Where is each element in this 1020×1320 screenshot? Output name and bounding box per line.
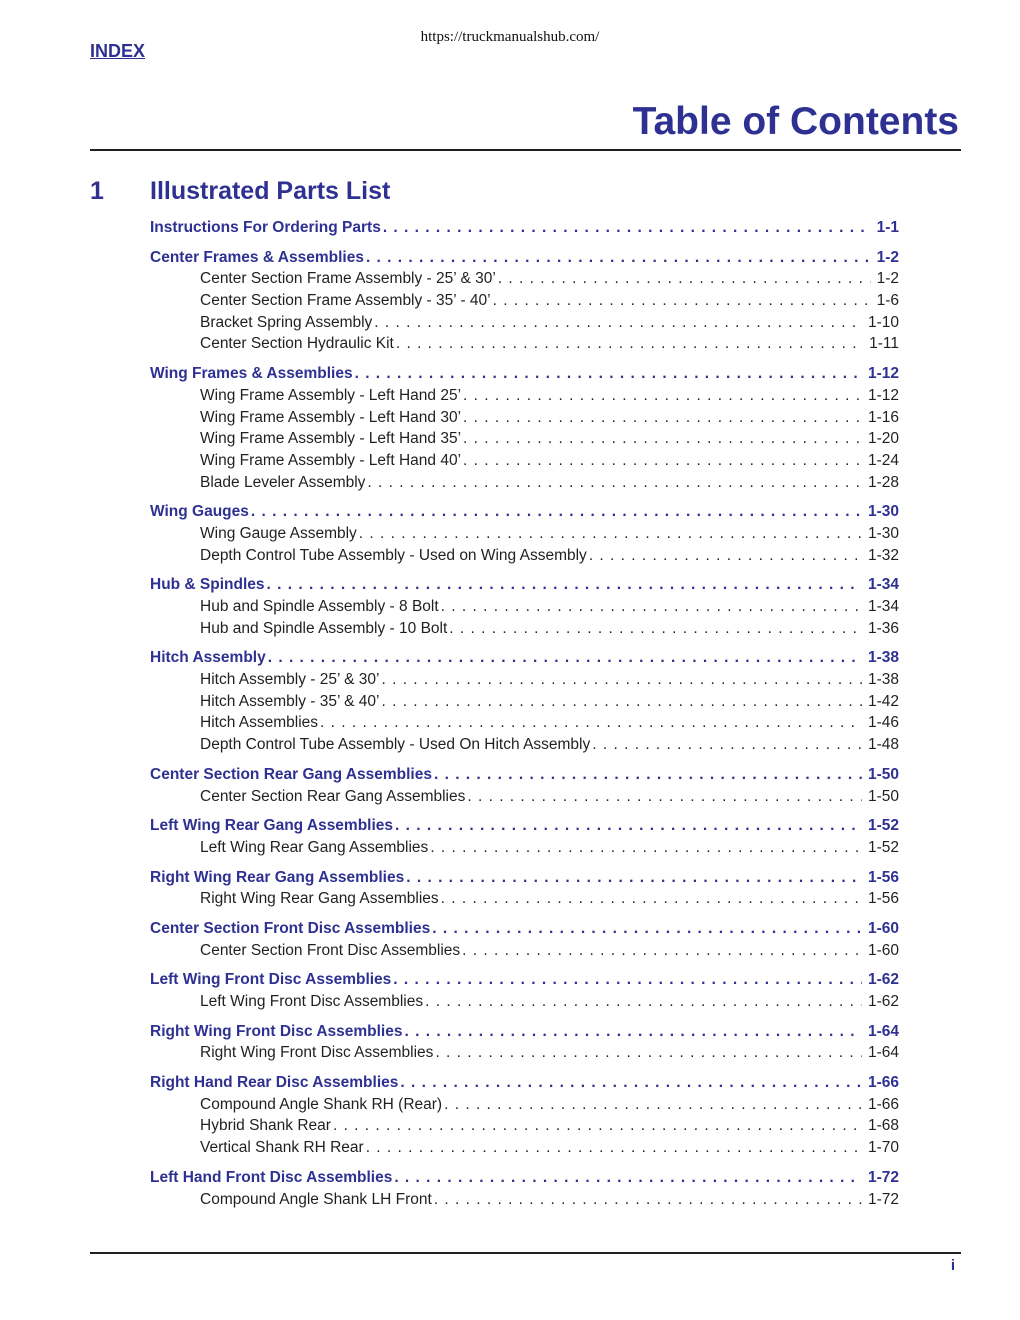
toc-subentry-page: 1-70 xyxy=(867,1139,899,1157)
toc-group xyxy=(150,764,899,807)
toc-subentry[interactable] xyxy=(150,523,899,545)
toc-subentry-page: 1-34 xyxy=(867,598,899,615)
toc-entry-title: Center Section Rear Gang Assemblies xyxy=(150,765,432,783)
toc-entry[interactable] xyxy=(150,217,899,239)
toc-subentry-title: Compound Angle Shank RH (Rear) xyxy=(200,1095,443,1113)
toc-entry-page: 1-62 xyxy=(867,971,899,989)
toc-subentry-page: 1-11 xyxy=(869,335,899,353)
toc-subentry[interactable] xyxy=(150,312,899,334)
dot-leader xyxy=(379,691,862,713)
toc-subentry-page: 1-62 xyxy=(867,993,899,1010)
dot-leader xyxy=(404,867,862,889)
toc-subentry-title: Vertical Shank RH Rear xyxy=(200,1139,364,1157)
toc-subentry[interactable] xyxy=(150,472,899,494)
toc-entry-title: Wing Frames & Assemblies xyxy=(150,365,353,383)
dot-leader xyxy=(357,523,862,545)
toc-subentry-page: 1-6 xyxy=(876,292,899,310)
dot-leader xyxy=(496,268,871,290)
dot-leader xyxy=(491,290,871,312)
dot-leader xyxy=(460,940,862,962)
toc-subentry[interactable] xyxy=(150,786,899,808)
toc-subentry-page: 1-20 xyxy=(867,430,899,448)
toc-group xyxy=(150,918,899,961)
toc-entry[interactable] xyxy=(150,918,899,940)
dot-leader xyxy=(432,1189,862,1211)
toc-subentry-page: 1-64 xyxy=(867,1044,899,1062)
toc-subentry-title: Right Wing Rear Gang Assemblies xyxy=(200,890,439,908)
toc-subentry[interactable] xyxy=(150,1115,899,1137)
toc-entry-page: 1-66 xyxy=(867,1074,899,1092)
toc-subentry-title: Bracket Spring Assembly xyxy=(200,313,373,331)
toc-subentry-title: Hitch Assembly - 35’ & 40’ xyxy=(200,692,380,710)
toc-subentry[interactable] xyxy=(150,428,899,450)
dot-leader xyxy=(590,734,862,756)
toc-subentry-title: Hitch Assemblies xyxy=(200,714,319,732)
toc-subentry-page: 1-24 xyxy=(867,451,899,469)
dot-leader xyxy=(430,918,862,940)
toc-subentry-title: Wing Frame Assembly - Left Hand 30’ xyxy=(200,408,462,426)
toc-entry[interactable] xyxy=(150,764,899,786)
dot-leader xyxy=(398,1072,862,1094)
toc-subentry-page: 1-10 xyxy=(867,313,899,331)
dot-leader xyxy=(392,1167,862,1189)
toc-subentry-title: Wing Frame Assembly - Left Hand 35’ xyxy=(200,430,462,448)
toc-entry[interactable] xyxy=(150,1021,899,1043)
toc-subentry-title: Left Wing Front Disc Assemblies xyxy=(200,993,424,1010)
toc-subentry[interactable] xyxy=(150,734,899,756)
toc-entry[interactable] xyxy=(150,1167,899,1189)
toc-entry[interactable] xyxy=(150,247,899,269)
index-link[interactable]: INDEX xyxy=(90,41,146,61)
toc-subentry-title: Center Section Rear Gang Assemblies xyxy=(200,787,466,805)
toc-entry-page: 1-72 xyxy=(867,1168,899,1186)
toc-entry-title: Right Hand Rear Disc Assemblies xyxy=(150,1074,399,1092)
page-title: Table of Contents xyxy=(632,100,959,143)
toc-subentry-title: Hub and Spindle Assembly - 10 Bolt xyxy=(200,619,448,637)
toc-subentry[interactable] xyxy=(150,333,899,355)
toc-subentry-title: Hybrid Shank Rear xyxy=(200,1117,331,1135)
dot-leader xyxy=(364,1137,862,1159)
dot-leader xyxy=(353,363,862,385)
dot-leader xyxy=(439,888,862,910)
toc-group xyxy=(150,363,899,493)
dot-leader xyxy=(266,647,862,669)
dot-leader xyxy=(249,501,862,523)
toc-subentry-title: Left Wing Rear Gang Assemblies xyxy=(200,838,429,856)
toc-subentry-page: 1-48 xyxy=(867,736,899,754)
toc-group xyxy=(150,1021,899,1064)
dot-leader xyxy=(433,1042,862,1064)
toc-entry-page: 1-1 xyxy=(876,219,899,236)
toc-subentry-page: 1-52 xyxy=(867,838,899,856)
toc-entry-title: Hub & Spindles xyxy=(150,576,265,594)
dot-leader xyxy=(461,450,862,472)
dot-leader xyxy=(432,764,862,786)
toc-entry-title: Right Wing Rear Gang Assemblies xyxy=(150,868,405,886)
toc-subentry[interactable] xyxy=(150,888,899,910)
toc-entry[interactable] xyxy=(150,1072,899,1094)
section-heading xyxy=(90,175,950,207)
toc-subentry[interactable] xyxy=(150,691,899,713)
toc-entry-page: 1-12 xyxy=(867,365,899,383)
toc-entry-page: 1-56 xyxy=(867,868,899,886)
bottom-divider xyxy=(90,1252,961,1254)
toc-subentry-page: 1-16 xyxy=(867,408,899,426)
toc-group xyxy=(150,647,899,755)
toc-entry-title: Instructions For Ordering Parts xyxy=(150,219,381,236)
dot-leader xyxy=(461,407,862,429)
toc-group xyxy=(150,574,899,639)
toc-subentry[interactable] xyxy=(150,940,899,962)
dot-leader xyxy=(379,669,862,691)
dot-leader xyxy=(402,1021,861,1043)
toc-subentry-page: 1-36 xyxy=(867,619,899,637)
toc-subentry-title: Right Wing Front Disc Assemblies xyxy=(200,1044,434,1062)
toc-entry-title: Center Section Front Disc Assemblies xyxy=(150,919,431,937)
toc-subentry-title: Center Section Frame Assembly - 35’ - 40’ xyxy=(200,292,491,310)
dot-leader xyxy=(465,786,862,808)
toc-entry[interactable] xyxy=(150,647,899,669)
toc-entry[interactable] xyxy=(150,574,899,596)
dot-leader xyxy=(364,247,871,269)
dot-leader xyxy=(447,618,862,640)
dot-leader xyxy=(587,545,862,567)
toc-subentry-page: 1-68 xyxy=(867,1117,899,1135)
dot-leader xyxy=(265,574,862,596)
toc-group xyxy=(150,969,899,1012)
toc-subentry[interactable] xyxy=(150,669,899,691)
dot-leader xyxy=(428,837,862,859)
dot-leader xyxy=(393,815,862,837)
toc-subentry-page: 1-56 xyxy=(867,890,899,908)
toc-subentry[interactable] xyxy=(150,268,899,290)
toc-entry[interactable] xyxy=(150,501,899,523)
toc-subentry-title: Blade Leveler Assembly xyxy=(200,473,366,491)
toc-entry-page: 1-2 xyxy=(876,248,899,266)
toc-subentry[interactable] xyxy=(150,545,899,567)
toc-subentry-page: 1-32 xyxy=(867,546,899,564)
toc-subentry[interactable] xyxy=(150,618,899,640)
toc-subentry[interactable] xyxy=(150,712,899,734)
toc-entry-title: Hitch Assembly xyxy=(150,649,266,667)
dot-leader xyxy=(461,428,862,450)
toc-group xyxy=(150,815,899,858)
dot-leader xyxy=(318,712,862,734)
toc-subentry-title: Wing Frame Assembly - Left Hand 25’ xyxy=(200,386,462,404)
dot-leader xyxy=(423,991,862,1013)
toc-group xyxy=(150,247,899,355)
toc-subentry-title: Compound Angle Shank LH Front xyxy=(200,1190,432,1208)
top-divider xyxy=(90,149,961,151)
dot-leader xyxy=(372,312,862,334)
toc-entry-title: Right Wing Front Disc Assemblies xyxy=(150,1022,403,1040)
toc-subentry-page: 1-46 xyxy=(867,714,899,732)
toc-entry-title: Left Hand Front Disc Assemblies xyxy=(150,1168,393,1186)
toc-entry[interactable] xyxy=(150,969,899,991)
toc-subentry-page: 1-2 xyxy=(876,270,899,288)
dot-leader xyxy=(331,1115,862,1137)
toc-subentry-title: Center Section Frame Assembly - 25’ & 30’ xyxy=(200,270,496,288)
toc-subentry-title: Wing Frame Assembly - Left Hand 40’ xyxy=(200,451,462,469)
toc-subentry-page: 1-72 xyxy=(867,1190,899,1208)
dot-leader xyxy=(365,472,862,494)
dot-leader xyxy=(394,333,863,355)
toc-group xyxy=(150,1072,899,1159)
toc-subentry[interactable] xyxy=(150,407,899,429)
dot-leader xyxy=(391,969,862,991)
toc-entry-title: Wing Gauges xyxy=(150,503,249,521)
toc-entry-title: Left Wing Front Disc Assemblies xyxy=(150,971,392,989)
toc-subentry[interactable] xyxy=(150,1137,899,1159)
toc-subentry-title: Depth Control Tube Assembly - Used on Wing Assembly xyxy=(200,546,587,564)
source-url: https://truckmanualshub.com/ xyxy=(420,29,600,45)
toc-subentry-page: 1-30 xyxy=(867,524,899,542)
toc-subentry[interactable] xyxy=(150,290,899,312)
toc-subentry-title: Hitch Assembly - 25’ & 30’ xyxy=(200,671,380,689)
toc-entry-page: 1-34 xyxy=(867,576,899,594)
toc-subentry[interactable] xyxy=(150,596,899,618)
toc-subentry-title: Wing Gauge Assembly xyxy=(200,524,357,542)
toc-group xyxy=(150,1167,899,1210)
toc-subentry-page: 1-42 xyxy=(867,692,899,710)
dot-leader xyxy=(439,596,862,618)
toc-subentry[interactable] xyxy=(150,1042,899,1064)
toc-subentry-page: 1-50 xyxy=(867,787,899,805)
page-number: i xyxy=(950,1257,955,1274)
toc-group xyxy=(150,501,899,566)
toc-entry-page: 1-64 xyxy=(867,1022,899,1040)
toc-subentry-page: 1-60 xyxy=(867,941,899,959)
toc-subentry-title: Hub and Spindle Assembly - 8 Bolt xyxy=(200,598,439,615)
toc-group xyxy=(150,217,899,239)
toc-entry-title: Center Frames & Assemblies xyxy=(150,248,364,266)
toc-subentry[interactable] xyxy=(150,1094,899,1116)
toc-subentry[interactable] xyxy=(150,385,899,407)
toc-subentry-page: 1-38 xyxy=(867,671,899,689)
toc-entry-title: Left Wing Rear Gang Assemblies xyxy=(150,817,394,835)
toc-entry-page: 1-52 xyxy=(867,817,899,835)
toc-subentry-page: 1-28 xyxy=(867,473,899,491)
toc-entry-page: 1-38 xyxy=(867,649,899,667)
toc-subentry-title: Center Section Hydraulic Kit xyxy=(200,335,394,353)
dot-leader xyxy=(442,1094,862,1116)
toc-subentry-title: Center Section Front Disc Assemblies xyxy=(200,941,461,959)
toc-entry-page: 1-50 xyxy=(867,765,899,783)
table-of-contents xyxy=(150,217,899,1218)
dot-leader xyxy=(381,217,871,239)
dot-leader xyxy=(461,385,862,407)
toc-entry-page: 1-60 xyxy=(867,919,899,937)
toc-entry[interactable] xyxy=(150,815,899,837)
section-title: Illustrated Parts List xyxy=(150,177,391,205)
toc-subentry-page: 1-66 xyxy=(867,1095,899,1113)
toc-entry[interactable] xyxy=(150,363,899,385)
toc-subentry[interactable] xyxy=(150,450,899,472)
toc-subentry[interactable] xyxy=(150,1189,899,1211)
toc-subentry-page: 1-12 xyxy=(867,386,899,404)
toc-subentry[interactable] xyxy=(150,837,899,859)
toc-subentry[interactable] xyxy=(150,991,899,1013)
toc-subentry-title: Depth Control Tube Assembly - Used On Hitch Assembly xyxy=(200,736,591,754)
section-number: 1 xyxy=(90,177,104,205)
toc-entry-page: 1-30 xyxy=(867,503,899,521)
toc-entry[interactable] xyxy=(150,867,899,889)
toc-group xyxy=(150,867,899,910)
